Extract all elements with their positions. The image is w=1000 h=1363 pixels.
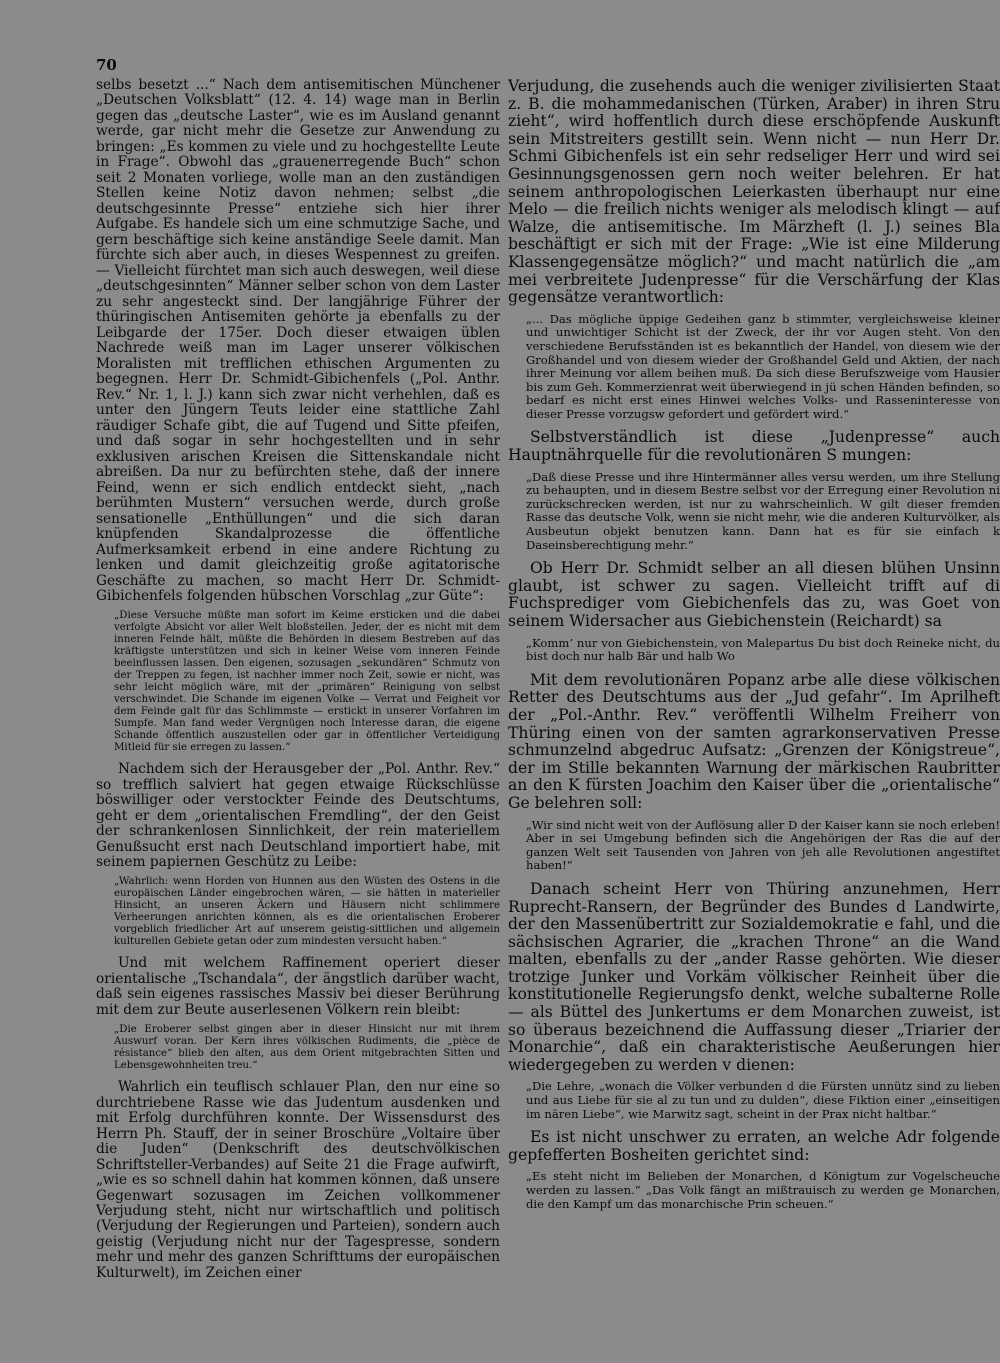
page-number: 70 — [96, 56, 117, 74]
block-quote: „Wir sind nicht weit von der Auflösung aller D der Kaiser kann sie noch erleben! Aber in sei Umgebung befinden sich die Angehörigen der Ras die auf der ganzen Welt seit Tausenden von Jahren von jeh alle Revolutionen angestiftet haben!“ — [526, 817, 1000, 873]
block-quote: „Wahrlich: wenn Horden von Hunnen aus den Wüsten des Ostens in die europäischen Länder eingebrochen wären, — sie hätten in materieller Hinsicht, an unseren Äckern und Häusern nicht schlimmere Verheerungen anrichten können, als es die orientalischen Eroberer vorgeblich friedlicher Art auf unserem geistig-sittlichen und allgemein kulturellen Gebiete getan oder zum mindesten versucht haben.“ — [114, 876, 500, 948]
body-paragraph: Selbstverständlich ist diese „Judenpresse“ auch Hauptnährquelle für die revolutionären S mungen: — [508, 428, 1000, 465]
block-quote: „Komm’ nur von Giebichenstein, von Malepartus Du bist doch Reineke nicht, du bist doch nur halb Bär und halb Wo — [526, 635, 1000, 664]
body-paragraph: Nachdem sich der Herausgeber der „Pol. Anthr. Rev.“ so trefflich salviert hat gegen etwaige Rückschlüsse böswilliger oder verstockter Feinde des Deutschtums, geht er dem „orientalischen Fremdling“, der den Geist der schrankenlosen Sinnlichkeit, der rein materiellem Genußsucht erst nach Deutschland importiert habe, mit seinem papiernen Geschütz zu Leibe: — [96, 761, 500, 870]
body-paragraph: Danach scheint Herr von Thüring anzunehmen, Herr Ruprecht-Ransern, der Begründer des Bundes d Landwirte, der den Massenübertritt zur Sozialdemokratie e fahl, und die sächsischen Agrarier, die „krachen Throne“ an die Wand malten, ebenfalls zu der „ander Rasse gehörten. Wie dieser trotzige Junker und Vorkäm völkischer Reinheit über die konstitutionelle Regierungsfo denkt, welche subalterne Rolle — als Büttel des Junkertums er dem Monarchen zuweist, ist so überaus bezeichnend die Auffassung dieser „Triarier der Monarchie“, daß ein charakteristische Aeußerungen hier wiedergegeben zu werden v dienen: — [508, 879, 1000, 1074]
block-quote: „Es steht nicht im Belieben der Monarchen, d Königtum zur Vogelscheuche werden zu lassen.“ „Das Volk fängt an mißtrauisch zu werden ge Monarchen, die den Kampf um das monarchische Prin scheuen.“ — [526, 1169, 1000, 1211]
block-quote: „Diese Versuche müßte man sofort im Keime ersticken und die dabei verfolgte Absicht vor aller Welt bloßstellen. Jeder, der es nicht mit dem inneren Feinde hält, müßte die Behörden in diesem Bestreben auf das kräftigste unterstützen und sich in keiner Weise vom inneren Feinde beeinflussen lassen. Den eigenen, sozusagen „sekundären“ Schmutz von der Treppen zu fegen, ist nachher immer noch Zeit, sowie er nicht, was sehr leicht möglich wäre, mit der „primären“ Reinigung von selbst verschwindet. Die Schande im eigenen Volke — Verrat und Feigheit vor dem Feinde galt für das Schlimmste — erstickt in unserer Vorfahren im Sumpfe. Man fand weder Vergnügen noch Interesse daran, die eigene Schande öffentlich auszustellen oder gar in öffentlicher Verteidigung Mitleid für sie erregen zu lassen.“ — [114, 610, 500, 754]
body-paragraph: selbs besetzt ...“ Nach dem antisemitischen Münchener „Deutschen Volksblatt“ (12. 4. 14) wage man in Berlin gegen das „deutsche Laster“, wie es im Ausland genannt werde, gar nicht mehr die Gesetze zur Anwendung zu bringen: „Es kommen zu viele und zu hochgestellte Leute in Frage“. Obwohl das „grauenerregende Buch“ schon seit 2 Monaten vorliege, wolle man an den zuständigen Stellen keine Notiz davon nehmen; selbst „die deutschgesinnte Presse“ entziehe sich hier ihrer Aufgabe. Es handele sich um eine schmutzige Sache, und gern beschäftige sich keine anständige Seele damit. Man fürchte sich aber auch, in dieses Wespennest zu greifen. — Vielleicht fürchtet man sich auch deswegen, weil diese „deutschgesinnten“ Männer selber schon von dem Laster zu sehr angesteckt sind. Der langjährige Führer der thüringischen Antisemiten gehörte ja ebenfalls zu der Leibgarde der 175er. Doch dieser etwaigen üblen Nachrede weiß man im Lager unserer völkischen Moralisten mit trefflichen ethischen Argumenten zu begegnen. Herr Dr. Schmidt-Gibichenfels („Pol. Anthr. Rev.“ Nr. 1, l. J.) kann sich zwar nicht verhehlen, daß es unter den Jüngern Teuts leider eine stattliche Zahl räudiger Schafe gibt, die auf Tugend und Sitte pfeifen, und daß sogar in sehr hochgestellten und in sehr exklusiven arischen Kreisen die Sittenskandale nicht abreißen. Da nur zu befürchten stehe, daß der innere Feind, wenn er sich endlich entdeckt sieht, „nach berühmten Mustern“ versuchen werde, durch große sensationelle „Enthüllungen“ und die sich daran knüpfenden Skandalprozesse die öffentliche Aufmerksamkeit erbend in eine andere Richtung zu lenken und damit gleichzeitig große agitatorische Geschäfte zu machen, so macht Herr Dr. Schmidt-Gibichenfels folgenden hübschen Vorschlag „zur Güte“: — [96, 78, 500, 604]
block-quote: „... Das mögliche üppige Gedeihen ganz b stimmter, vergleichsweise kleiner und unwichtiger Schicht ist der Zweck, der ihr vor Augen steht. Von den verschiedene Berufsständen ist es bekanntlich der Handel, von diesem wie der Großhandel und von diesem wieder der Großhandel Geld und Aktien, der nach ihrer Meinung vor allem beihen muß. Da sich diese Berufszweige vom Hausier bis zum Geh. Kommerzienrat weit überwiegend in jü schen Händen befinden, so bedarf es nicht erst eines Hinwei welches Volks- und Rasseninteresse von dieser Presse vorzugsw gefordert und gefördert wird.“ — [526, 311, 1000, 421]
body-paragraph: Es ist nicht unschwer zu erraten, an welche Adr folgende gepfefferten Bosheiten gerichtet sind: — [508, 1128, 1000, 1164]
body-paragraph: Wahrlich ein teuflisch schlauer Plan, den nur eine so durchtriebene Rasse wie das Judentum ausdenken und mit Erfolg durchführen konnte. Der Wissensdurst des Herrn Ph. Stauff, der in seiner Broschüre „Voltaire über die Juden“ (Denkschrift des deutschvölkischen Schriftsteller-Verbandes) auf Seite 21 die Frage aufwirft, „wie es so schnell dahin hat kommen können, daß unsere Gegenwart sozusagen im Zeichen vollkommener Verjudung steht, nicht nur wirtschaftlich und politisch (Verjudung der Regierungen und Parteien), sondern auch geistig (Verjudung nicht nur der Tagespresse, sondern mehr und mehr des ganzen Schrifttums der europäischen Kulturwelt), im Zeichen einer — [96, 1079, 500, 1281]
block-quote: „Daß diese Presse und ihre Hintermänner alles versu werden, um ihre Stellung zu behaupten, und in diesem Bestre selbst vor der Erregung einer Revolution ni zurückschrecken werden, ist nur zu wahrscheinlich. W gilt dieser fremden Rasse das deutsche Volk, wenn sie nicht mehr, wie die anderen Kulturvölker, als Ausbeutun objekt benutzen kann. Dann hat es für sie einfach k Daseinsberechtigung mehr.“ — [526, 469, 1000, 552]
body-paragraph: Und mit welchem Raffinement operiert dieser orientalische „Tschandala“, der ängstlich darüber wacht, daß sein eigenes rassisches Massiv bei dieser Berührung mit dem zur Beute auserlesenen Völkern rein bleibt: — [96, 955, 500, 1018]
block-quote: „Die Lehre, „wonach die Völker verbunden d die Fürsten unnütz sind zu lieben und aus Liebe für sie al zu tun und zu dulden“, diese Fiktion einer „einseitigen im nären Liebe“, wie Marwitz sagt, scheint in der Prax nicht haltbar.“ — [526, 1079, 1000, 1121]
body-paragraph: Ob Herr Dr. Schmidt selber an all diesen blühen Unsinn glaubt, ist schwer zu sagen. Vielleicht trifft auf di Fuchsprediger vom Giebichenfels das zu, was Goet von seinem Widersacher aus Giebichenstein (Reichardt) sa — [508, 559, 1000, 630]
body-paragraph: Verjudung, die zusehends auch die weniger zivilisierten Staat z. B. die mohammedanischen (Türken, Araber) in ihren Stru zieht“, wird hoffentlich durch diese erschöpfende Auskunft sein Mitstreiters gestillt sein. Wenn nicht — nun Herr Dr. Schmi Gibichenfels ist ein sehr redseliger Herr und wird sei Gesinnungsgenossen gern noch weiter belehren. Er hat seinem anthropologischen Leierkasten überhaupt nur eine Melo — die freilich nichts weniger als melodisch klingt — auf Walze, die antisemitische. Im Märzheft (l. J.) seines Bla beschäftigt er sich mit der Frage: „Wie ist eine Milderung Klassengegensätze möglich?“ und macht natürlich die „am mei verbreitete Judenpresse“ für die Verschärfung der Klas gegensätze verantwortlich: — [508, 78, 1000, 307]
left-column — [96, 78, 500, 1281]
right-column — [508, 78, 1000, 1219]
body-paragraph: Mit dem revolutionären Popanz arbe alle diese völkischen Retter des Deutschtums aus der „Jud gefahr“. Im Aprilheft der „Pol.-Anthr. Rev.“ veröffentli Wilhelm Freiherr von Thüring einen von der samten agrarkonservativen Presse schmunzelnd abgedruc Aufsatz: „Grenzen der Königstreue“, der im Stille bekannten Warnung der märkischen Raubritter an den K fürsten Joachim den Kaiser über die „orientalische“ Ge belehren soll: — [508, 670, 1000, 812]
block-quote: „Die Eroberer selbst gingen aber in dieser Hinsicht nur mit ihrem Auswurf voran. Der Kern ihres völkischen Rudiments, die „pièce de résistance“ blieb den alten, aus dem Orient mitgebrachten Sitten und Lebensgewohnheiten treu.“ — [114, 1024, 500, 1072]
